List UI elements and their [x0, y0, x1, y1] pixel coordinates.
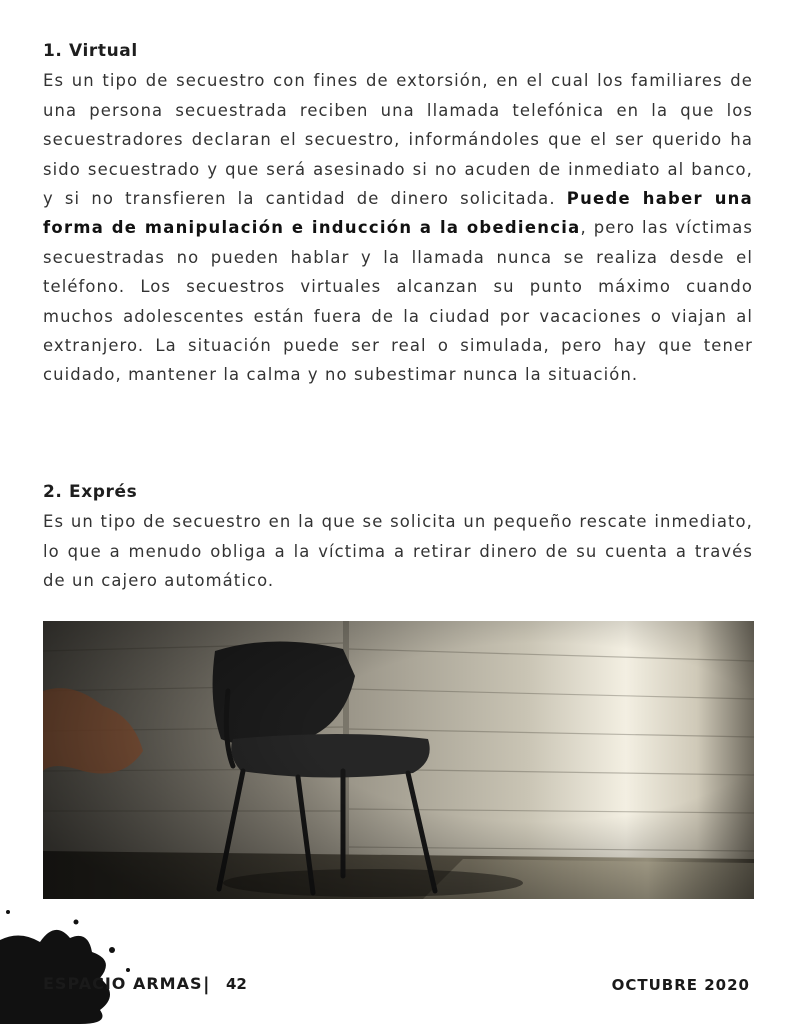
empty-chair-photo: [43, 621, 754, 899]
body-text-part2: , pero las víctimas secuestradas no pueden hablar y la llamada nunca se realiza desde el teléfono. Los secuestros virtuales alcanzan su punto máximo cuando muchos adolescentes están fuera de la ciudad por vacaciones o viajan al extranjero. La situación puede ser real o simulada, pero hay que tener cuidado, mantener la calma y no subestimar nunca la situación.: [43, 218, 753, 385]
page-number: 42: [226, 975, 247, 993]
footer-brand: ESPACIO ARMAS: [43, 974, 203, 993]
section-heading-virtual: 1. Virtual: [43, 41, 138, 61]
ink-splat-decoration: [0, 900, 140, 1024]
body-text-part1: Es un tipo de secuestro con fines de extorsión, en el cual los familiares de una persona secuestrada reciben una llamada telefónica en la que los secuestradores declaran el secuestro, informándoles que el ser querido ha sido secuestrado y que será asesinado si no acuden de inmediato al banco, y si no transfieren la cantidad de dinero solicitada.: [43, 71, 753, 209]
section-expres: [43, 478, 753, 596]
section-virtual: [43, 37, 753, 390]
section-heading-expres: 2. Exprés: [43, 482, 138, 502]
page-footer: [0, 974, 791, 1000]
footer-separator: |: [203, 974, 210, 995]
footer-date: OCTUBRE 2020: [611, 976, 750, 994]
section-body-virtual: [43, 66, 753, 389]
section-body-expres: Es un tipo de secuestro en la que se solicita un pequeño rescate inmediato, lo que a menudo obliga a la víctima a retirar dinero de su cuenta a través de un cajero automático.: [43, 512, 753, 591]
body-text-bold: Puede haber una forma de manipulación e inducción a la obediencia: [43, 189, 754, 238]
